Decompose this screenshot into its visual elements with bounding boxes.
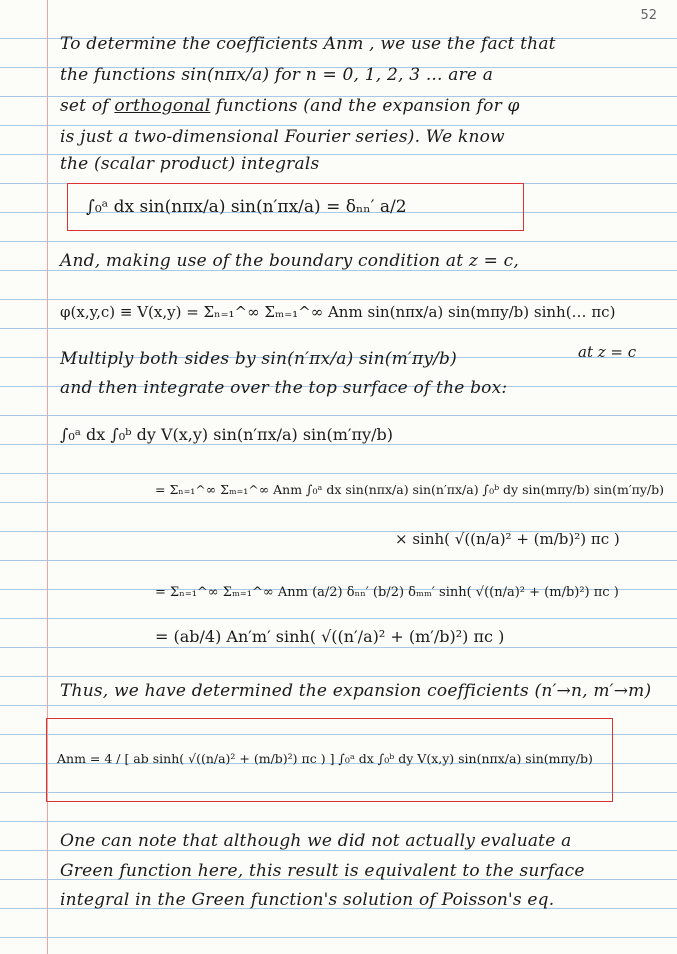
- page-number: 52: [640, 8, 657, 23]
- expansion-step-1-sinh: × sinh( √((n/a)² + (m/b)²) πc ): [395, 530, 620, 548]
- text-line: One can note that although we did not actually evaluate a: [60, 831, 572, 851]
- expansion-step-3: = (ab/4) An′m′ sinh( √((n′/a)² + (m′/b)²) πc ): [155, 627, 505, 646]
- text-line: and then integrate over the top surface of the box:: [60, 378, 508, 398]
- text-line: is just a two-dimensional Fourier series). We know: [60, 127, 505, 147]
- text-segment: functions (and the expansion for φ: [210, 96, 520, 116]
- text-line-orthogonal: [60, 95, 520, 117]
- coefficient-result-equation: Anm = 4 / [ ab sinh( √((n/a)² + (m/b)²) πc ) ] ∫₀ᵃ dx ∫₀ᵇ dy V(x,y) sin(nπx/a) sin(mπy/b): [57, 751, 593, 766]
- boundary-note: at z = c: [578, 343, 637, 361]
- text-line: Multiply both sides by sin(n′πx/a) sin(m′πy/b): [60, 349, 457, 369]
- text-line: Green function here, this result is equivalent to the surface: [60, 861, 585, 881]
- text-line: And, making use of the boundary condition at z = c,: [60, 251, 520, 271]
- margin-line: [47, 0, 48, 954]
- text-line: the functions sin(nπx/a) for n = 0, 1, 2, 3 ... are a: [60, 65, 494, 85]
- text-line: the (scalar product) integrals: [60, 154, 320, 174]
- text-line: To determine the coefficients Anm , we use the fact that: [60, 34, 556, 54]
- text-segment: set of: [60, 96, 115, 116]
- result-box: [46, 718, 613, 802]
- text-line: Thus, we have determined the expansion coefficients (n′→n, m′→m): [60, 681, 652, 701]
- underlined-word: orthogonal: [114, 96, 211, 116]
- text-line: integral in the Green function's solution of Poisson's eq.: [60, 890, 555, 910]
- integral-lhs-equation: ∫₀ᵃ dx ∫₀ᵇ dy V(x,y) sin(n′πx/a) sin(m′πy/b): [60, 425, 393, 444]
- orthogonality-box: [67, 183, 524, 231]
- expansion-step-1: = Σₙ₌₁^∞ Σₘ₌₁^∞ Anm ∫₀ᵃ dx sin(nπx/a) sin(n′πx/a) ∫₀ᵇ dy sin(mπy/b) sin(m′πy/b): [155, 482, 665, 497]
- orthogonality-equation: ∫₀ᵃ dx sin(nπx/a) sin(n′πx/a) = δₙₙ′ a/2: [86, 197, 407, 217]
- expansion-step-2: = Σₙ₌₁^∞ Σₘ₌₁^∞ Anm (a/2) δₙₙ′ (b/2) δₘₘ′ sinh( √((n/a)² + (m/b)²) πc ): [155, 585, 619, 600]
- boundary-expansion-equation: φ(x,y,c) ≡ V(x,y) = Σₙ₌₁^∞ Σₘ₌₁^∞ Anm sin(nπx/a) sin(mπy/b) sinh(… πc): [60, 303, 616, 321]
